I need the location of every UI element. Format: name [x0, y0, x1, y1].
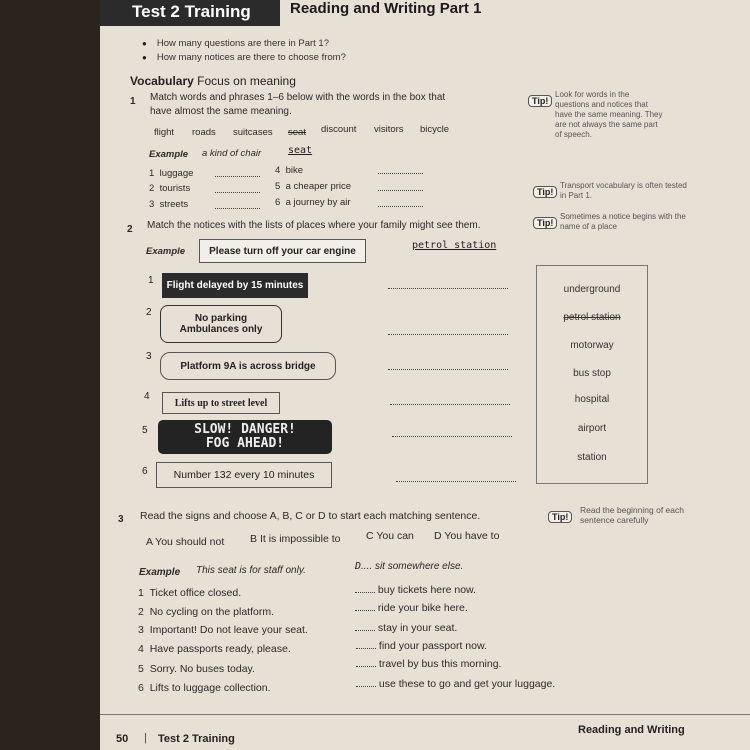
q1-example-answer: seat [288, 145, 313, 156]
q1-example-label: Example [149, 149, 189, 160]
worksheet-page [100, 0, 750, 750]
q1-answer-line-1[interactable] [215, 167, 260, 177]
header-title: Test 2 Training [132, 2, 251, 21]
q2-answer-line-4[interactable] [390, 395, 510, 405]
q1-item-5: 5 a cheaper price [275, 181, 352, 192]
q1-answer-line-5[interactable] [378, 181, 423, 191]
q1-word-7: bicycle [420, 124, 450, 135]
q1-answer-line-2[interactable] [215, 183, 260, 193]
tip-4-label: Tip! [548, 511, 572, 523]
q1-instruction-2: have almost the same meaning. [150, 106, 292, 117]
q1-instruction-1: Match words and phrases 1–6 below with the words in the box that [150, 92, 446, 103]
place-7: station [577, 452, 607, 463]
q3-instruction: Read the signs and choose A, B, C or D to start each matching sentence. [140, 510, 481, 522]
q1-answer-line-4[interactable] [378, 164, 423, 174]
place-1: underground [563, 284, 621, 295]
q2-example-answer: petrol station [412, 240, 497, 251]
tip-1 [528, 91, 552, 109]
vocab-heading-b: Focus on meaning [197, 74, 296, 88]
q2-notice-4: Lifts up to street level [162, 392, 280, 414]
tip-4-text: Read the beginning of each sentence carefully [580, 505, 684, 525]
q1-item-6: 6 a journey by air [275, 197, 351, 208]
q3-item-1-sign: 1 Ticket office closed. [138, 587, 242, 599]
intro-bullet-2: ● How many notices are there to choose from? [142, 52, 346, 63]
q2-notice-2-number: 2 [146, 307, 152, 318]
q2-notice-5-line-1: SLOW! DANGER! [194, 422, 296, 437]
q2-notice-5-line-2: FOG AHEAD! [205, 436, 285, 451]
q3-option-c: C You can [366, 530, 414, 542]
q2-notice-2 [160, 305, 282, 343]
q2-notice-3: Platform 9A is across bridge [160, 352, 336, 380]
q2-example-notice: Please turn off your car engine [199, 239, 366, 263]
q3-item-1-rest: buy tickets here now. [355, 583, 476, 596]
q1-example-text: a kind of chair [202, 148, 262, 159]
tip-4 [548, 507, 572, 525]
q1-word-5: discount [321, 124, 357, 135]
q2-notice-6: Number 132 every 10 minutes [156, 462, 332, 488]
q2-notice-5-number: 5 [142, 425, 148, 436]
tip-3-text: Sometimes a notice begins with the name of a place [560, 212, 686, 231]
vocab-heading-a: Vocabulary [130, 74, 194, 88]
tip-1-label: Tip! [528, 95, 552, 107]
q2-notice-3-number: 3 [146, 351, 152, 362]
q2-example-label: Example [146, 246, 186, 257]
q3-number: 3 [118, 514, 124, 525]
tip-3 [533, 213, 557, 231]
q3-option-a: A You should not [146, 536, 225, 548]
place-3: motorway [570, 340, 614, 351]
tip-3-label: Tip! [533, 217, 557, 229]
q3-example-rest: sit somewhere else. [374, 561, 464, 572]
q3-option-b: B It is impossible to [250, 533, 341, 545]
q2-answer-line-3[interactable] [388, 360, 508, 370]
q3-item-5-sign: 5 Sorry. No buses today. [138, 663, 255, 675]
footer-page-number: 50 [116, 733, 129, 745]
q3-example-sentence: D.... sit somewhere else. [355, 561, 464, 572]
q3-item-4-rest: find your passport now. [356, 639, 487, 652]
q1-word-1: flight [154, 127, 175, 138]
tip-2-label: Tip! [533, 186, 557, 198]
q3-answer-blank-2[interactable] [355, 601, 375, 611]
q3-example-label: Example [139, 567, 181, 578]
q1-answer-line-3[interactable] [215, 199, 260, 209]
q3-item-2-rest: ride your bike here. [355, 601, 468, 614]
q1-number: 1 [130, 96, 136, 107]
q1-item-2: 2 tourists [149, 183, 191, 194]
footer-left: Test 2 Training [158, 733, 235, 745]
q2-notice-2-line-1: No parking [194, 313, 248, 324]
q2-notice-1: Flight delayed by 15 minutes [162, 273, 308, 298]
tip-2-text: Transport vocabulary is often tested in Part 1. [560, 181, 687, 200]
q1-word-2: roads [192, 127, 216, 138]
q3-item-2-sign: 2 No cycling on the platform. [138, 606, 274, 618]
q3-example-answer: D [355, 561, 362, 572]
place-6: airport [577, 423, 607, 434]
q1-word-6: visitors [374, 124, 404, 135]
q1-word-4: seat [288, 127, 306, 138]
q1-answer-line-6[interactable] [378, 197, 423, 207]
q1-item-1: 1 luggage [149, 168, 194, 179]
q3-item-5-rest: travel by bus this morning. [356, 657, 501, 670]
q3-item-3-sign: 3 Important! Do not leave your seat. [138, 624, 308, 636]
q3-item-6-rest: use these to go and get your luggage. [356, 677, 555, 690]
tip-1-text: Look for words in the questions and notices that have the same meaning. They are not always the same part of speech. [555, 90, 663, 139]
place-2: petrol station [563, 312, 621, 323]
q2-notice-6-number: 6 [142, 466, 148, 477]
q2-instruction: Match the notices with the lists of places where your family might see them. [147, 220, 481, 231]
q2-answer-line-1[interactable] [388, 279, 508, 289]
q2-notice-4-number: 4 [144, 391, 150, 402]
q2-notice-1-number: 1 [148, 275, 154, 286]
q2-number: 2 [127, 224, 133, 235]
q1-item-3: 3 streets [149, 199, 189, 210]
q3-item-6-sign: 6 Lifts to luggage collection. [138, 682, 271, 694]
place-5: hospital [574, 394, 610, 405]
q1-word-3: suitcases [233, 127, 273, 138]
q2-answer-line-6[interactable] [396, 472, 516, 482]
q3-example-sign: This seat is for staff only. [196, 565, 306, 576]
footer-right: Reading and Writing [578, 724, 685, 736]
q3-answer-blank-3[interactable] [355, 621, 375, 631]
places-box [536, 265, 648, 484]
place-4: bus stop [573, 368, 611, 379]
q3-answer-blank-6[interactable] [356, 677, 376, 687]
q3-item-4-sign: 4 Have passports ready, please. [138, 643, 291, 655]
q3-item-3-rest: stay in your seat. [355, 621, 457, 634]
q2-answer-line-2[interactable] [388, 325, 508, 335]
q2-notice-2-line-2: Ambulances only [179, 324, 263, 335]
intro-bullet-1: ● How many questions are there in Part 1? [142, 38, 329, 49]
q1-item-4: 4 bike [275, 165, 304, 176]
q2-notice-5 [158, 420, 332, 454]
bottom-rule [100, 714, 750, 715]
tip-2 [533, 182, 557, 200]
q2-answer-line-5[interactable] [392, 427, 512, 437]
q3-answer-blank-4[interactable] [356, 639, 376, 649]
header-subtitle: Reading and Writing Part 1 [290, 0, 482, 17]
vocab-heading [130, 74, 296, 88]
footer-separator: | [144, 732, 147, 744]
q3-answer-blank-5[interactable] [356, 657, 376, 667]
q3-option-d: D You have to [434, 530, 500, 542]
q3-answer-blank-1[interactable] [355, 583, 375, 593]
